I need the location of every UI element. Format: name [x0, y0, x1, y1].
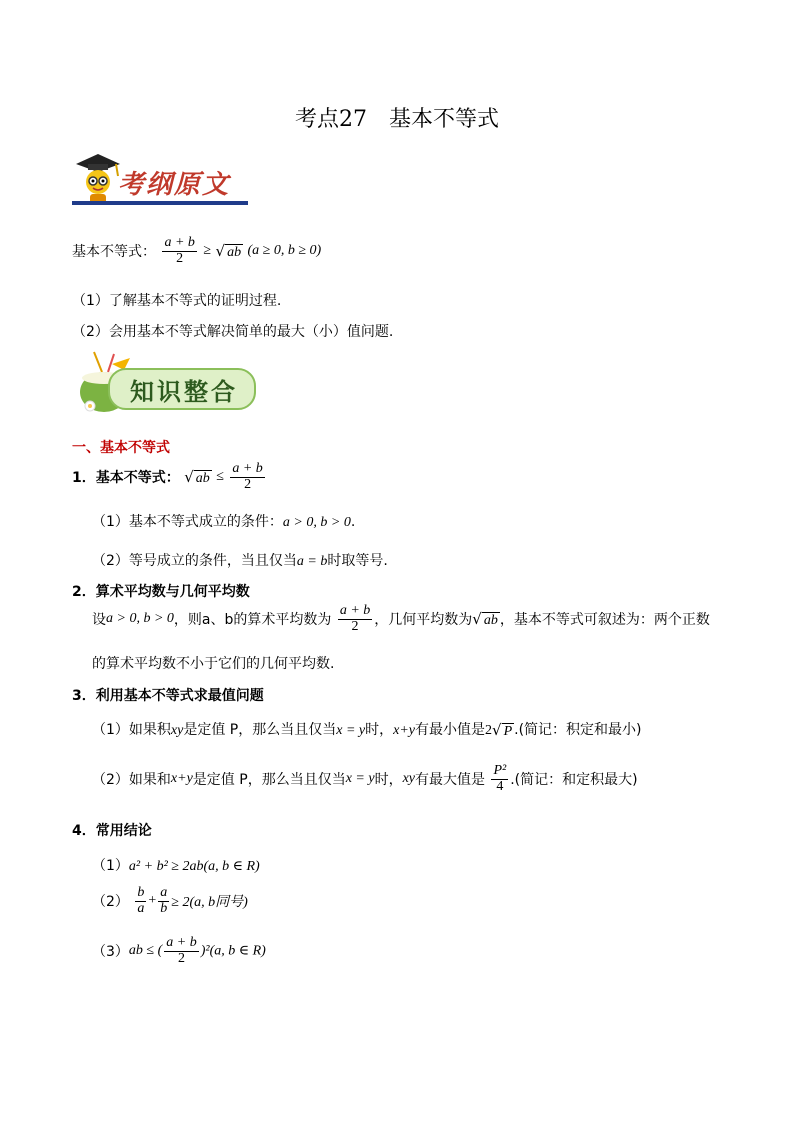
syllabus-banner-text: 考纲原文 — [118, 170, 231, 200]
fraction-b-over-a: $\frac{b}{a}$ — [137, 885, 145, 916]
formula-label: 基本不等式： — [72, 244, 156, 261]
p1-condition-2: （2）等号成立的条件，当且仅当a = b时取等号. — [92, 553, 388, 569]
fraction-a-over-b: $\frac{a}{b}$ — [160, 885, 168, 916]
syllabus-banner — [72, 150, 252, 206]
syllabus-item-1: （1）了解基本不等式的证明过程. — [72, 293, 282, 309]
fraction-a-plus-b-over-2: $\frac{a + b}{2}$ — [164, 235, 195, 266]
syllabus-formula — [72, 236, 321, 266]
p2-heading: 2．算术平均数与几何平均数 — [72, 584, 250, 600]
p4-result-2: （2） $\frac{b}{a}$ + $\frac{a}{b}$ ≥ 2(a, b同号) — [92, 885, 248, 916]
syllabus-banner-underline — [72, 201, 248, 205]
p2-line-1: 设a > 0, b > 0，则a、b的算术平均数为 $\frac{a + b}{2}$ ，几何平均数为√ ab ，基本不等式可叙述为：两个正数 — [92, 603, 710, 634]
fraction-a-plus-b-over-2: $\frac{a + b}{2}$ — [232, 461, 263, 492]
sqrt-ab: √ ab — [184, 467, 210, 486]
leq-sign: ≤ — [216, 469, 224, 485]
p1-heading: 1．基本不等式： — [72, 470, 180, 487]
fraction-a-plus-b-over-2: $\frac{a + b}{2}$ — [339, 603, 371, 634]
p4-result-3: （3）ab ≤ ( $\frac{a + b}{2}$ )²(a, b ∈ R) — [92, 935, 266, 966]
section-heading-1: 一、基本不等式 — [72, 440, 170, 456]
fraction-p-squared-over-4: $\frac{\text{P²}}{4}$ — [493, 763, 507, 794]
p4-heading: 4．常用结论 — [72, 823, 152, 839]
p3-case-2: （2）如果和x+y是定值 P，那么当且仅当x = y时，xy有最大值是 $\frac{\text{P²}}{4}$ .(简记：和定积最大) — [92, 763, 638, 794]
geq-sign: ≥ — [203, 243, 212, 259]
sqrt-ab: √ ab — [472, 609, 498, 628]
p4-result-1: （1）a² + b² ≥ 2ab(a, b ∈ R) — [92, 858, 260, 874]
syllabus-item-2: （2）会用基本不等式解决简单的最大（小）值问题. — [72, 324, 394, 340]
fraction-a-plus-b-over-2: $\frac{a + b}{2}$ — [166, 935, 197, 966]
sqrt-ab: √ ab — [215, 241, 242, 260]
page-title: 考点27 基本不等式 — [295, 107, 499, 132]
p3-heading: 3．利用基本不等式求最值问题 — [72, 688, 264, 704]
p2-line-2: 的算术平均数不小于它们的几何平均数. — [92, 656, 335, 672]
sqrt-p: √ P — [492, 720, 513, 739]
formula-condition: (a ≥ 0, b ≥ 0) — [247, 243, 322, 259]
p1-heading-row — [72, 462, 267, 492]
p3-case-1: （1）如果积xy是定值 P，那么当且仅当x = y时，x+y有最小值是2√ P .(简记：积定和最小) — [92, 720, 642, 739]
knowledge-banner-text: 知识整合 — [130, 377, 238, 406]
knowledge-banner — [72, 350, 256, 416]
p1-condition-1: （1）基本不等式成立的条件：a > 0, b > 0. — [92, 514, 356, 530]
